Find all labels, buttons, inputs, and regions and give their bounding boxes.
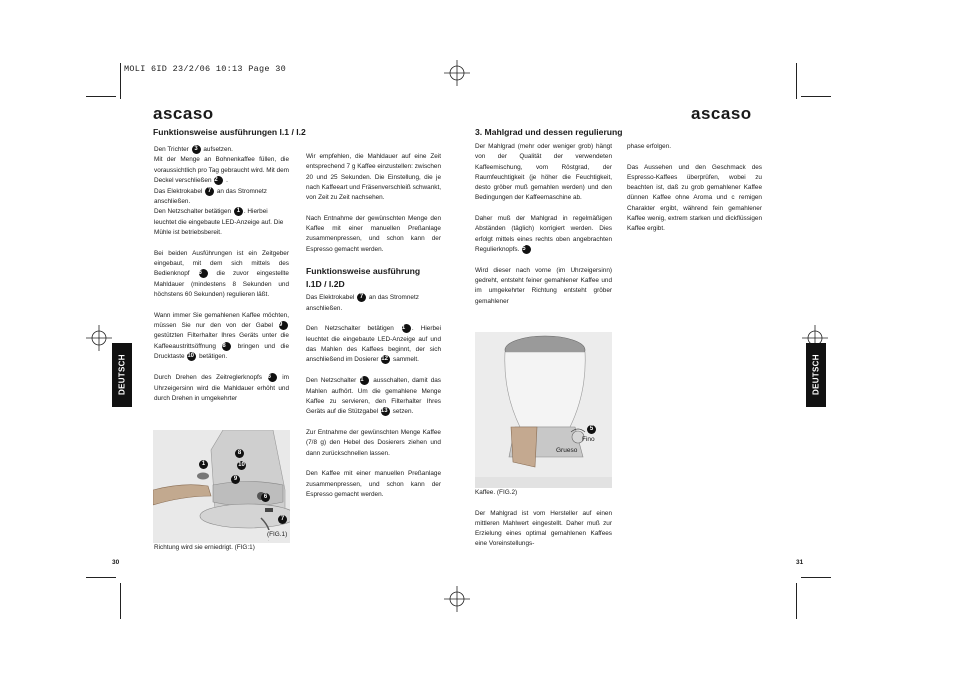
part-number-badge: 3 xyxy=(192,145,201,154)
label-fino: Fino xyxy=(582,436,595,443)
section-heading-left: Funktionsweise ausführungen I.1 / I.2 xyxy=(153,127,306,137)
callout-9: 9 xyxy=(231,475,240,484)
right-column-2 xyxy=(627,142,762,235)
paragraph: Den Kaffee mit einer manuellen Preßanlage zusammenpressen, und schon kann der Espresso gemacht werden. xyxy=(306,470,441,498)
brand-logo-left: ascaso xyxy=(153,104,214,123)
left-column-1-tail: Richtung wird sie erniedrigt. (FIG:1) xyxy=(154,544,255,551)
callout-6: 6 xyxy=(261,493,270,502)
part-number-badge: 1 xyxy=(234,207,243,216)
paragraph: Daher muß der Mahlgrad in regelmäßigen Abständen (täglich) korrigiert werden. Dies erfolgt mittels eines rechts oben angebrachten Regulierknopfs. 5 xyxy=(475,215,612,254)
callout-8: 8 xyxy=(235,449,244,458)
callout-7: 7 xyxy=(278,515,287,524)
figure-1 xyxy=(153,430,290,543)
part-number-badge: 2 xyxy=(214,176,223,185)
list-item: Den Trichter 3 aufsetzen. xyxy=(154,146,233,154)
paragraph: Durch Drehen des Zeitreglerknopfs 6 im Uhrzeigersinn wird die Mahldauer erhöht und durch Drehen in umgekehrter xyxy=(154,374,289,402)
registration-mark-left xyxy=(86,325,112,351)
paragraph: Bei beiden Ausführungen ist ein Zeitgeber eingebaut, mit dem sich mittels des Bedienknopf 6 die zuvor eingestellte Mahldauer (mindestens 8 Sekunden und höchstens 60 Sekunden) regulieren läßt. xyxy=(154,249,289,299)
paragraph: Das Elektrokabel 7 an das Stromnetz anschließen. xyxy=(306,294,419,312)
paragraph: Nach Entnahme der gewünschten Menge den Kaffee mit einer manuellen Preßanlage zusammenpressen, und schon kann der Espresso gemacht werden. xyxy=(306,214,441,253)
registration-mark-top xyxy=(444,60,470,86)
grinder-knob-illustration xyxy=(475,332,612,488)
figure-caption: (FIG.1) xyxy=(267,530,287,540)
page-number-left: 30 xyxy=(112,559,120,566)
language-tab-left: DEUTSCH xyxy=(112,343,132,407)
paragraph: Das Aussehen und den Geschmack des Espresso-Kaffees überprüfen, wobei zu beachten ist, daß zu grob gemahlener Kaffee dünnen Kaffee ohne Aroma und c remigen Charakter ergibt, während fein gemahlener Kaffee wenig, extrem starken und dickflüssigen Kaffee ergibt. xyxy=(627,163,762,233)
left-column-1 xyxy=(154,145,289,404)
page-number-right: 31 xyxy=(796,559,804,566)
subheading: Funktionsweise ausführung I.1D / I.2D xyxy=(306,266,421,290)
registration-mark-bottom xyxy=(444,586,470,612)
paragraph: Den Netzschalter 1 ausschalten, damit das Mahlen aufhört. Um die gemahlene Menge Kaffee zu servieren, den Filterhalter Ihres Geräts auf die Stützgabel 13 setzen. xyxy=(306,377,441,416)
figure-caption: Kaffee. (FIG.2) xyxy=(475,489,518,496)
figure-2 xyxy=(475,332,612,488)
language-tab-right: DEUTSCH xyxy=(806,343,826,407)
part-number-badge: 7 xyxy=(205,187,214,196)
brand-logo-right: ascaso xyxy=(691,104,752,123)
print-slug: MOLI 6ID 23/2/06 10:13 Page 30 xyxy=(124,64,287,74)
paragraph: Wann immer Sie gemahlenen Kaffee möchten, müssen Sie nur den von der Gabel 9 gestützten Filterhalter Ihres Geräts unter die Kaffeeaustrittsöffnung 8 bringen und die Drucktaste 10 betätigen. xyxy=(154,311,289,361)
paragraph: Der Mahlgrad ist vom Hersteller auf einen mittleren Mahlwert eingestellt. Daher muß zur Erzielung eines optimal gemahlenen Kaffees eine Voreinstellungs- xyxy=(475,509,612,548)
paragraph: phase erfolgen. xyxy=(627,143,672,150)
right-column-1-lower xyxy=(475,488,612,550)
callout-5: 5 xyxy=(587,425,596,434)
paragraph: Den Netzschalter betätigen 1 . Hierbei leuchtet die eingebaute LED-Anzeige auf und das Mahlen des Kaffees beginnt, der sich anschließend im Dosierer 12 sammelt. xyxy=(306,325,441,364)
list-item: Das Elektrokabel 7 an das Stromnetz anschließen. xyxy=(154,187,267,206)
grinder-illustration xyxy=(153,430,290,543)
paragraph: Wir empfehlen, die Mahldauer auf eine Zeit entsprechend 7 g Kaffee einzustellen: zwischen 20 und 25 Sekunden. Die Einstellung, die je nach Kaffeeart und Fräsenverschleiß schwankt, von Zeit zu Zeit nachsehen. xyxy=(306,153,441,202)
paragraph: Wird dieser nach vorne (im Uhrzeigersinn) gedreht, entsteht feiner gemahlener Kaffee und im umgekehrter Richtung entsteht gröber gemahlener xyxy=(475,266,612,305)
list-item: Mit der Menge an Bohnenkaffee füllen, die voraussichtlich pro Tag gebraucht wird. Mit dem Deckel verschließen 2 . xyxy=(154,156,289,185)
right-column-1 xyxy=(475,142,612,307)
paragraph: Der Mahlgrad (mehr oder weniger grob) hängt von der Qualität der verwendeten Kaffeemischung, vom Röstgrad, der Raumfeuchtigkeit (je höher die Feuchtigkeit, desto gröber muß gemahlen werden) und den Bedingungen der Kaffeemaschine ab. xyxy=(475,143,612,202)
paragraph: Zur Entnahme der gewünschten Menge Kaffee (7/8 g) den Hebel des Dosierers ziehen und dann zurückschnellen lassen. xyxy=(306,429,441,457)
section-heading-right: 3. Mahlgrad und dessen regulierung xyxy=(475,127,623,137)
callout-1: 1 xyxy=(199,460,208,469)
label-grueso: Grueso xyxy=(556,447,578,454)
list-item: Den Netzschalter betätigen 1 . Hierbei leuchtet die eingebaute LED-Anzeige auf. Die Mühle ist betriebsbereit. xyxy=(154,208,284,237)
left-column-2 xyxy=(306,152,441,500)
callout-10: 10 xyxy=(238,462,245,468)
